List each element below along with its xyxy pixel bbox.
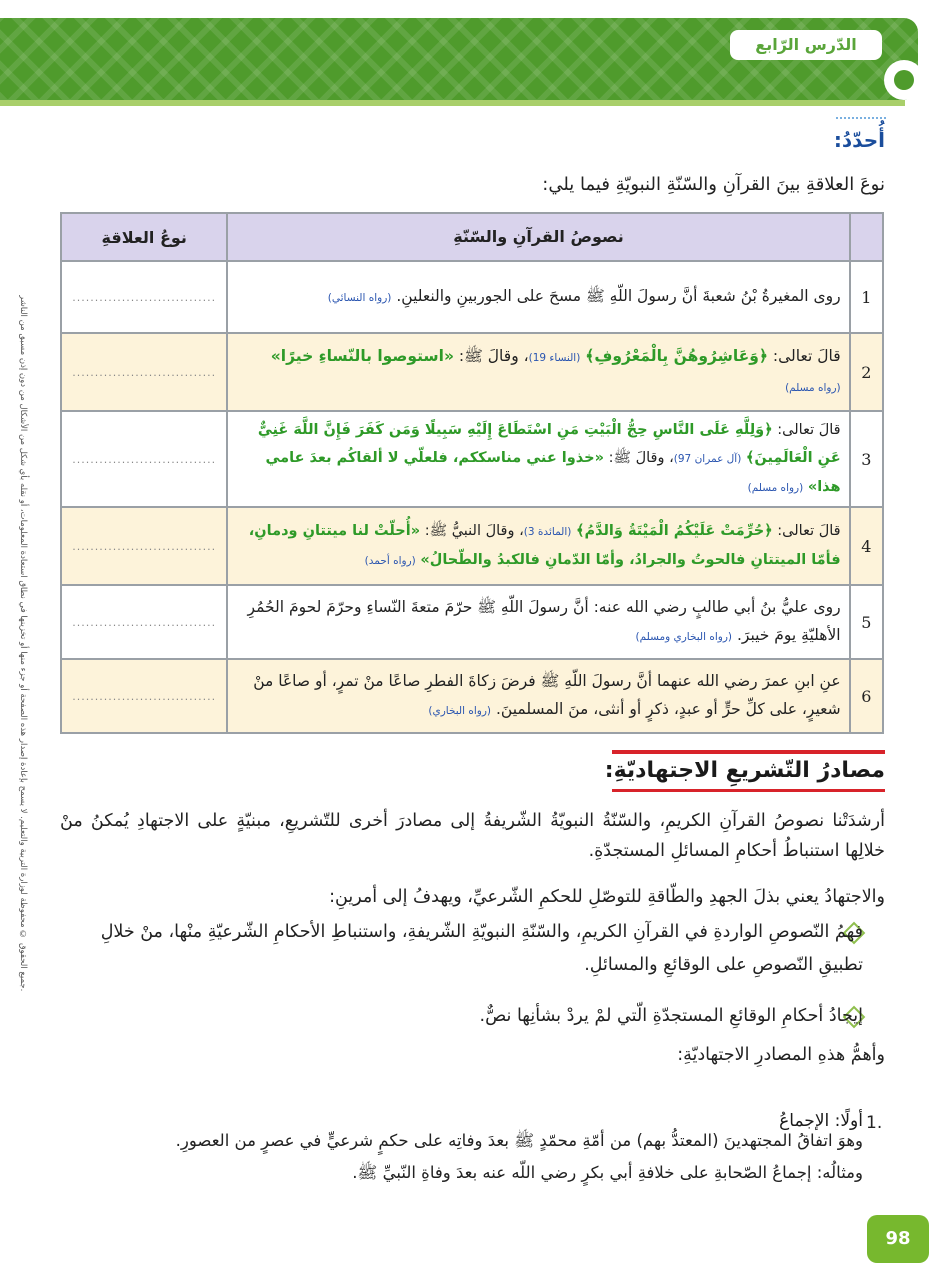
quran-verse: ﴿وَلِلَّهِ عَلَى النَّاسِ حِجُّ الْبَيْتِ مَنِ اسْتَطَاعَ إِلَيْهِ سَبِيلًا وَمَن كَفَرَ فَإِنَّ اللَّهَ غَنِيٌّ عَنِ الْعَالَمِينَ﴾ — [257, 422, 841, 466]
intro-paragraph: أرشدَتْنا نصوصُ القرآنِ الكريمِ، والسّنّةُ النبويّةُ الشّريفةُ إلى مصادرَ أخرى للتّشريعِ، مبنيّةٍ على الاجتهادِ يُمكنُ منْ خلالِها استنباطُ أحكامِ المسائلِ المستجدّةِ. — [60, 811, 885, 861]
table-row — [61, 333, 883, 411]
table-row — [61, 261, 883, 333]
bullet-item-2: إيجادُ أحكامِ الوقائعِ المستجدّةِ الّتي لمْ يردْ بشأنِها نصٌّ. — [479, 1006, 863, 1026]
ijma-definition: وهوَ اتفاقُ المجتهدينَ (المعتدُّ بهم) من أمّةِ محمّدٍ ﷺ بعدَ وفاتِه على حكمٍ شرعيٍّ في عصرٍ من العصورِ. — [175, 1131, 863, 1150]
row-num: 5 — [850, 585, 883, 659]
ijma-title: أولًا: الإجماعُ — [779, 1111, 863, 1131]
table-row — [61, 659, 883, 733]
section-title-top-line — [612, 750, 885, 754]
answer-blank[interactable]: ................................ — [61, 333, 227, 411]
row-text — [227, 411, 849, 507]
relations-table — [60, 212, 884, 734]
text-part: قالَ تعالى: — [777, 422, 841, 438]
header-num — [850, 213, 883, 261]
row-text — [227, 659, 849, 733]
table-row — [61, 411, 883, 507]
answer-blank[interactable]: ................................ — [61, 507, 227, 585]
hadith-quote: «استوصوا بالنّساءِ خيرًا» — [270, 347, 454, 365]
hadith-quote: «خذوا عني مناسككم، فلعلّي لا ألقاكُم بعدَ عامي هذا» — [265, 450, 841, 495]
text-part: ، وقالَ النبيُّ ﷺ: — [424, 523, 524, 539]
row-num: 1 — [850, 261, 883, 333]
text-part: ، وقالَ ﷺ: — [608, 450, 674, 466]
answer-blank[interactable]: ................................ — [61, 411, 227, 507]
table-header-row — [61, 213, 883, 261]
quran-verse: ﴿وَعَاشِرُوهُنَّ بِالْمَعْرُوفِ﴾ — [585, 347, 768, 365]
text-part: قالَ تعالى: — [777, 523, 841, 539]
table-row — [61, 507, 883, 585]
hadith-text: روى عليُّ بنُ أبي طالبٍ رضي الله عنه: أنَّ رسولَ اللّهِ ﷺ حرّمَ متعةَ النّساءِ وحرّمَ لحومَ الحُمُرِ الأهليّةِ يومَ خيبرَ. — [247, 598, 841, 644]
hadith-ref: (رواه البخاري) — [428, 705, 492, 717]
verse-ref: (آل عمران 97) — [673, 453, 742, 465]
verse-ref: (المائدة 3) — [523, 526, 572, 538]
quran-verse: ﴿حُرِّمَتْ عَلَيْكُمُ الْمَيْتَةُ وَالدَّمُ﴾ — [575, 523, 773, 539]
table-row — [61, 585, 883, 659]
section-title: مصادرُ التّشريعِ الاجتهاديّةِ: — [604, 758, 885, 783]
item-number: 1. — [866, 1113, 883, 1133]
copyright-note: جميع الحقوق © محفوظة لوزارة التربية والتعليم. لا يسمح بإعادة إصدار هذه الصفحة أو جزء منها أو تخزينها في نطاق استعادة المعلومات، أو نقله بأي شكل من الأشكال من دون إذن مسبق من الناشر. — [18, 295, 28, 992]
hadith-ref: (رواه مسلم) — [747, 482, 804, 494]
lead-paragraph: وأهمُّ هذهِ المصادرِ الاجتهاديّةِ: — [677, 1045, 885, 1065]
answer-blank[interactable]: ................................ — [61, 585, 227, 659]
row-text — [227, 261, 849, 333]
section-title-bottom-line — [612, 789, 885, 792]
row-text — [227, 585, 849, 659]
row-text — [227, 507, 849, 585]
hadith-ref: (رواه مسلم) — [785, 382, 841, 394]
header-strip — [0, 100, 905, 106]
wave-decoration — [836, 117, 886, 127]
answer-blank[interactable]: ................................ — [61, 659, 227, 733]
row-num: 3 — [850, 411, 883, 507]
hadith-ref: (رواه النسائي) — [327, 292, 392, 304]
row-text — [227, 333, 849, 411]
page-number: 98 — [867, 1215, 929, 1263]
hadith-quote: «أُحلّتْ لنا ميتتانِ ودمانِ، فأمّا الميتتانِ فالحوتُ والجرادُ، وأمّا الدّمانِ فالكبدُ والطّحالُ» — [248, 523, 841, 568]
bullet-item-1: فهمُ النّصوصِ الواردةِ في القرآنِ الكريمِ، والسّنّةِ النبويّةِ الشّريفةِ، واستنباطِ الأحكامِ الشّرعيّةِ منْها، منْ خلالِ تطبيقِ النّصوصِ على الوقائعِ والمسائلِ. — [100, 922, 863, 975]
ring-center — [894, 70, 914, 90]
hadith-ref: (رواه أحمد) — [364, 555, 416, 567]
text-part: ، وقالَ ﷺ: — [458, 347, 529, 365]
row-num: 4 — [850, 507, 883, 585]
text-part: قالَ تعالى: — [772, 347, 841, 365]
row-num: 6 — [850, 659, 883, 733]
lesson-label: الدّرس الرّابع — [730, 30, 882, 60]
answer-blank[interactable]: ................................ — [61, 261, 227, 333]
verse-ref: (النساء 19) — [528, 352, 581, 364]
ijma-example: ومثالُه: إجماعُ الصّحابةِ على خلافةِ أبي بكرٍ رضي اللّه عنه بعدَ وفاةِ النّبيِّ ﷺ. — [352, 1163, 863, 1182]
hadith-text: روى المغيرةُ بْنُ شعبةَ أنَّ رسولَ اللّهِ ﷺ مسحَ على الجوربينِ والنعلينِ. — [396, 287, 841, 305]
definition-paragraph: والاجتهادُ يعني بذلَ الجهدِ والطّاقةِ للتوصّلِ للحكمِ الشّرعيِّ، ويهدفُ إلى أمرينِ: — [329, 887, 885, 907]
header-relation: نوعُ العلاقةِ — [61, 213, 227, 261]
hadith-ref: (رواه البخاري ومسلم) — [635, 631, 733, 643]
row-num: 2 — [850, 333, 883, 411]
question-heading: أُحدّدُ: — [833, 128, 885, 152]
question-instruction: نوعَ العلاقةِ بينَ القرآنِ والسّنّةِ النبويّةِ فيما يلي: — [542, 174, 885, 195]
header-texts: نصوصُ القرآنِ والسّنّةِ — [227, 213, 849, 261]
hadith-text: عنِ ابنِ عمرَ رضي الله عنهما أنَّ رسولَ اللّهِ ﷺ فرضَ زكاةَ الفطرِ صاعًا منْ تمرٍ، أو صاعًا منْ شعيرٍ، على كلِّ حرٍّ أو عبدٍ، ذكرٍ أو أنثى، منَ المسلمينَ. — [253, 672, 841, 718]
